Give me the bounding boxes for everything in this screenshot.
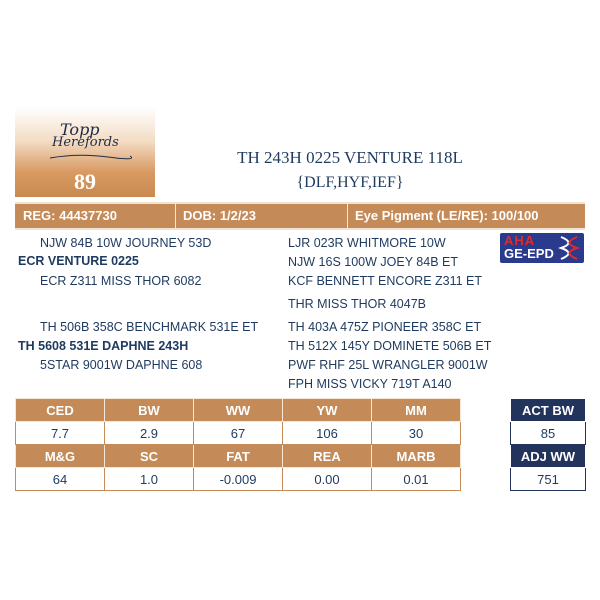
act-bw-value: 85 — [511, 422, 586, 445]
ge-epd-logo-text: GE-EPD — [504, 246, 554, 261]
epd-header-yw: YW — [283, 399, 372, 422]
epd-header-row-2 — [16, 445, 461, 468]
pedigree-right-6: TH 512X 145Y DOMINETE 506B ET — [288, 339, 492, 353]
pedigree-right-1: LJR 023R WHITMORE 10W — [288, 236, 446, 250]
epd-header-rea: REA — [283, 445, 372, 468]
epd-header-mm: MM — [372, 399, 461, 422]
pedigree-dam-sire: TH 506B 358C BENCHMARK 531E ET — [40, 320, 259, 334]
epd-value-sc: 1.0 — [105, 468, 194, 491]
topp-herefords-logo — [40, 117, 140, 165]
epd-value-yw: 106 — [283, 422, 372, 445]
epd-header-marb: MARB — [372, 445, 461, 468]
aha-logo-text: AHA — [504, 233, 536, 248]
logo-text-topp: Topp — [60, 120, 100, 139]
pedigree-right-4: THR MISS THOR 4047B — [288, 297, 427, 311]
pedigree-right-5: TH 403A 475Z PIONEER 358C ET — [288, 320, 482, 334]
epd-value-fat: -0.009 — [194, 468, 283, 491]
epd-header-ww: WW — [194, 399, 283, 422]
pedigree-right-3: KCF BENNETT ENCORE Z311 ET — [288, 274, 483, 288]
pedigree-sire-dam: ECR Z311 MISS THOR 6082 — [40, 274, 202, 288]
epd-value-mg: 64 — [16, 468, 105, 491]
date-of-birth: DOB: 1/2/23 — [183, 208, 256, 223]
epd-header-fat: FAT — [194, 445, 283, 468]
epd-header-ced: CED — [16, 399, 105, 422]
lot-block — [15, 107, 155, 197]
epd-table — [15, 398, 461, 491]
epd-header-row-1 — [16, 399, 461, 422]
epd-value-row-1 — [16, 422, 461, 445]
pedigree-sire: ECR VENTURE 0225 — [18, 254, 139, 268]
act-bw-label: ACT BW — [511, 399, 586, 422]
aha-ge-epd-logo — [500, 233, 584, 263]
adj-ww-value: 751 — [511, 468, 586, 491]
pedigree-right-2: NJW 16S 100W JOEY 84B ET — [288, 255, 458, 269]
epd-value-marb: 0.01 — [372, 468, 461, 491]
adj-ww-label: ADJ WW — [511, 445, 586, 468]
pedigree-right-7: PWF RHF 25L WRANGLER 9001W — [288, 358, 488, 372]
epd-value-ww: 67 — [194, 422, 283, 445]
epd-value-ced: 7.7 — [16, 422, 105, 445]
actual-weights-table — [510, 398, 586, 491]
pedigree-dam: TH 5608 531E DAPHNE 243H — [18, 339, 189, 353]
pedigree-dam-dam: 5STAR 9001W DAPHNE 608 — [40, 358, 203, 372]
epd-value-row-2 — [16, 468, 461, 491]
divider — [347, 204, 348, 228]
registration-info-bar — [15, 202, 585, 230]
logo-text-herefords: Herefords — [52, 135, 119, 150]
registration-number: REG: 44437730 — [23, 208, 117, 223]
lot-number: 89 — [74, 169, 96, 194]
logo-swash-icon — [48, 153, 132, 161]
dna-chain-icon — [558, 235, 580, 261]
eye-pigment: Eye Pigment (LE/RE): 100/100 — [355, 208, 539, 223]
pedigree-right-8: FPH MISS VICKY 719T A140 — [288, 377, 452, 391]
epd-value-rea: 0.00 — [283, 468, 372, 491]
epd-header-bw: BW — [105, 399, 194, 422]
epd-header-sc: SC — [105, 445, 194, 468]
animal-name: TH 243H 0225 VENTURE 118L — [237, 148, 463, 167]
epd-header-mg: M&G — [16, 445, 105, 468]
pedigree-sire-sire: NJW 84B 10W JOURNEY 53D — [40, 236, 212, 250]
epd-value-mm: 30 — [372, 422, 461, 445]
genetic-status: {DLF,HYF,IEF} — [296, 174, 404, 191]
epd-value-bw: 2.9 — [105, 422, 194, 445]
divider — [175, 204, 176, 228]
